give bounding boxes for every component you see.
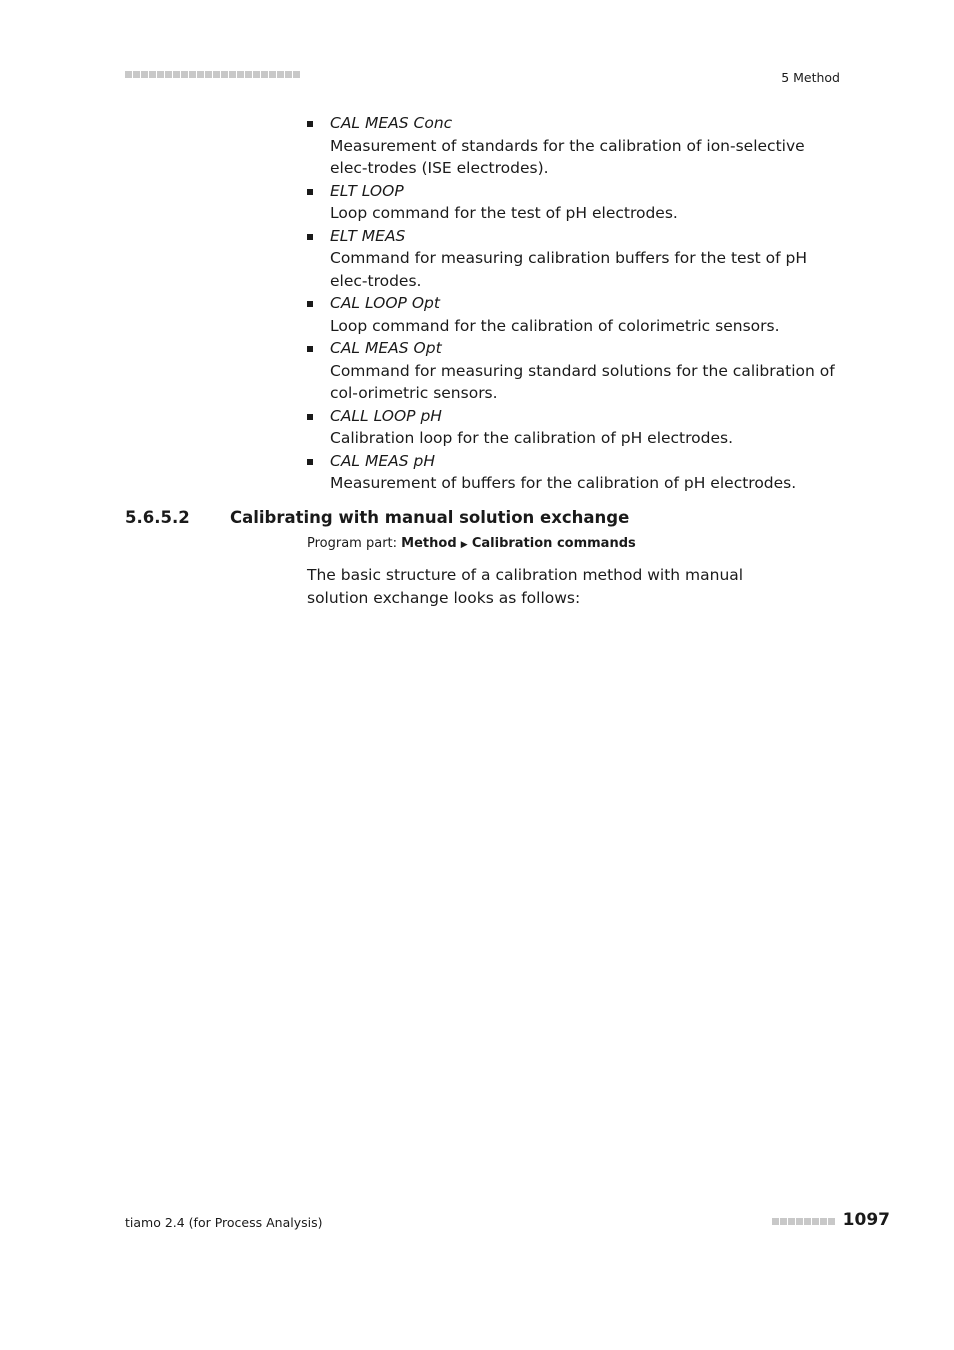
bullet-square-icon [307,301,313,307]
decoration-square [189,71,196,78]
decoration-square [245,71,252,78]
command-term: ELT MEAS [330,226,406,245]
command-term: CAL MEAS pH [330,451,436,470]
decoration-square [213,71,220,78]
decoration-square [772,1218,779,1225]
program-part-label: Program part: [307,536,398,551]
command-description: Command for measuring calibration buffers for the test of pH elec-trodes. [330,249,808,290]
bullet-square-icon [307,189,313,195]
decoration-square [133,71,140,78]
decoration-square [828,1218,835,1225]
decoration-square [149,71,156,78]
list-item [307,292,837,337]
program-part-calibration-commands: Calibration commands [471,536,636,551]
section-title: Calibrating with manual solution exchange [230,508,630,527]
decoration-square [253,71,260,78]
list-item [307,225,837,293]
decoration-square [780,1218,787,1225]
footer-decoration [772,1218,835,1225]
decoration-square [285,71,292,78]
command-term: CAL LOOP Opt [330,294,440,312]
list-item [307,337,837,405]
bullet-square-icon [307,414,313,420]
command-description: Loop command for the calibration of colorimetric sensors. [330,316,780,335]
list-item [307,405,837,450]
decoration-square [197,71,204,78]
decoration-square [221,71,228,78]
bullet-square-icon [307,459,313,465]
command-description: Calibration loop for the calibration of pH electrodes. [330,429,734,447]
decoration-square [796,1218,803,1225]
bullet-square-icon [307,234,313,240]
program-part-method: Method [401,536,457,551]
command-term: CAL MEAS Conc [330,114,453,132]
decoration-square [788,1218,795,1225]
command-term: CAL MEAS Opt [330,339,442,357]
decoration-square [237,71,244,78]
intro-paragraph: The basic structure of a calibration method with manual solution exchange looks as follows: [307,566,744,607]
header-decoration [125,71,300,79]
decoration-square [277,71,284,78]
command-description: Command for measuring standard solutions for the calibration of col-orimetric sensors. [330,361,835,402]
breadcrumb-arrow-icon: ▶ [460,540,468,550]
list-item [307,180,837,225]
command-description: Measurement of buffers for the calibration of pH electrodes. [330,474,797,492]
decoration-square [157,71,164,78]
decoration-square [820,1218,827,1225]
command-description: Measurement of standards for the calibration of ion-selective elec-trodes (ISE electrodes). [330,136,805,177]
decoration-square [812,1218,819,1225]
decoration-square [205,71,212,78]
decoration-square [261,71,268,78]
section-number: 5.6.5.2 [125,508,190,527]
list-item [307,450,837,495]
bullet-square-icon [307,346,313,352]
command-list [307,112,837,495]
program-part-breadcrumb [307,536,636,551]
list-item [307,112,837,180]
command-description: Loop command for the test of pH electrodes. [330,204,678,222]
decoration-square [125,71,132,78]
bullet-square-icon [307,121,313,127]
decoration-square [293,71,300,78]
footer-product: tiamo 2.4 (for Process Analysis) [125,1215,323,1230]
decoration-square [804,1218,811,1225]
page-number: 1097 [842,1210,890,1230]
running-header-chapter: 5 Method [781,70,840,85]
decoration-square [229,71,236,78]
command-term: CALL LOOP pH [330,406,442,425]
decoration-square [141,71,148,78]
decoration-square [269,71,276,78]
decoration-square [173,71,180,78]
decoration-square [181,71,188,78]
decoration-square [165,71,172,78]
command-term: ELT LOOP [330,181,404,200]
